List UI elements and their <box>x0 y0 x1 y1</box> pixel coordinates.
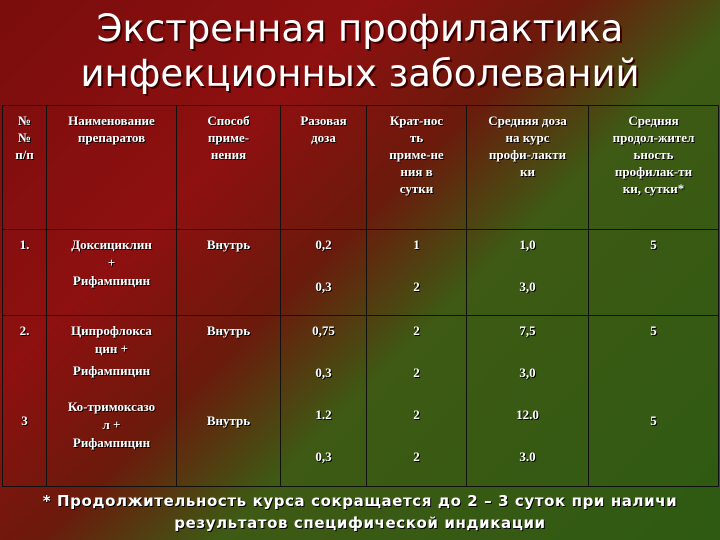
header-text: доза <box>311 130 336 145</box>
header-text: № <box>17 130 32 145</box>
header-text: Наименование <box>68 113 155 128</box>
header-number <box>3 106 47 230</box>
cell-text: 7,5 <box>519 323 536 338</box>
header-text: на курс <box>505 130 550 145</box>
header-text: ки <box>520 164 535 179</box>
cell-text: + <box>107 255 116 270</box>
spacer <box>284 254 363 278</box>
header-text: сутки <box>399 181 434 196</box>
spacer <box>370 424 463 448</box>
spacer <box>470 382 585 406</box>
method-cell <box>177 316 281 487</box>
header-text: ть <box>409 130 424 145</box>
drug-name <box>47 316 177 487</box>
method-cell: Внутрь <box>177 230 281 316</box>
header-text: Крат-нос <box>389 113 444 128</box>
course-dose-cell <box>467 230 589 316</box>
course-dose-cell <box>467 316 589 487</box>
header-course-dose <box>467 106 589 230</box>
cell-text: Внутрь <box>206 413 251 428</box>
spacer <box>284 382 363 406</box>
header-text: Средняя <box>628 113 679 128</box>
row-number: 1. <box>3 230 47 316</box>
cell-text: Ципрофлокса <box>71 323 152 338</box>
cell-text: 0,3 <box>315 365 332 380</box>
cell-text: 3 <box>21 413 28 428</box>
cell-text: Доксициклин <box>71 237 152 252</box>
cell-text: 2 <box>413 279 420 294</box>
header-text: № <box>17 113 32 128</box>
spacer <box>6 340 43 412</box>
cell-text: 2 <box>413 449 420 464</box>
header-drug-name <box>47 106 177 230</box>
header-text: ки, сутки* <box>622 181 685 196</box>
cell-text: 1.2 <box>315 407 332 422</box>
cell-text: цин + <box>94 341 129 356</box>
cell-text: 2. <box>19 323 30 338</box>
drug-name <box>47 230 177 316</box>
cell-text: 5 <box>650 323 657 338</box>
header-text: Средняя доза <box>488 113 567 128</box>
footnote <box>0 490 720 534</box>
cell-text: 0,3 <box>315 449 332 464</box>
spacer <box>370 254 463 278</box>
header-text: профи-лакти <box>488 147 567 162</box>
spacer <box>180 340 277 412</box>
spacer <box>470 254 585 278</box>
header-duration <box>589 106 719 230</box>
cell-text: 0,3 <box>315 279 332 294</box>
cell-text: 0,2 <box>315 237 332 252</box>
cell-text: 1,0 <box>519 237 536 252</box>
header-frequency <box>367 106 467 230</box>
cell-text: Внутрь <box>206 323 251 338</box>
prophylaxis-table <box>2 105 719 487</box>
header-text: ния в <box>400 164 433 179</box>
cell-text: 2 <box>413 407 420 422</box>
header-text: Способ <box>207 113 250 128</box>
spacer <box>470 340 585 364</box>
header-text: профилак-ти <box>614 164 693 179</box>
spacer <box>470 424 585 448</box>
footnote-line-2: результатов специфической индикации <box>174 514 546 532</box>
spacer <box>284 424 363 448</box>
frequency-cell <box>367 230 467 316</box>
cell-text: 2 <box>413 323 420 338</box>
cell-text: Рифампицин <box>72 363 151 378</box>
header-text: нения <box>210 147 247 162</box>
duration-cell: 5 <box>589 230 719 316</box>
table-row <box>3 230 719 316</box>
cell-text: 3,0 <box>519 279 536 294</box>
frequency-cell <box>367 316 467 487</box>
cell-text: Рифампицин <box>72 273 151 288</box>
footnote-line-1: * Продолжительность курса сокращается до 2 – 3 суток при наличи <box>42 492 678 510</box>
cell-text: Рифампицин <box>72 435 151 450</box>
header-single-dose <box>281 106 367 230</box>
cell-text: 0,75 <box>312 323 335 338</box>
cell-text: 3,0 <box>519 365 536 380</box>
cell-text: 5 <box>650 413 657 428</box>
spacer <box>284 340 363 364</box>
dose-cell <box>281 230 367 316</box>
cell-text: 12.0 <box>516 407 539 422</box>
header-row <box>3 106 719 230</box>
header-method <box>177 106 281 230</box>
title-line-1: Экстренная профилактика <box>96 7 624 50</box>
header-text: ьность <box>633 147 674 162</box>
cell-text: 3.0 <box>519 449 536 464</box>
spacer <box>592 340 715 412</box>
spacer <box>370 382 463 406</box>
header-text: приме-не <box>389 147 444 162</box>
cell-text: 1 <box>413 237 420 252</box>
dose-cell <box>281 316 367 487</box>
cell-text: 2 <box>413 365 420 380</box>
slide-title <box>0 6 720 96</box>
cell-text: л + <box>102 417 121 432</box>
spacer <box>50 380 173 398</box>
table-row <box>3 316 719 487</box>
header-text: приме- <box>207 130 250 145</box>
title-line-2: инфекционных заболеваний <box>80 52 640 95</box>
cell-text: Ко-тримоксазо <box>67 399 156 414</box>
spacer <box>370 340 463 364</box>
header-text: препаратов <box>77 130 146 145</box>
header-text: Разовая <box>300 113 347 128</box>
row-number <box>3 316 47 487</box>
duration-cell <box>589 316 719 487</box>
header-text: продол-жител <box>612 130 695 145</box>
header-text: п/п <box>15 147 34 162</box>
